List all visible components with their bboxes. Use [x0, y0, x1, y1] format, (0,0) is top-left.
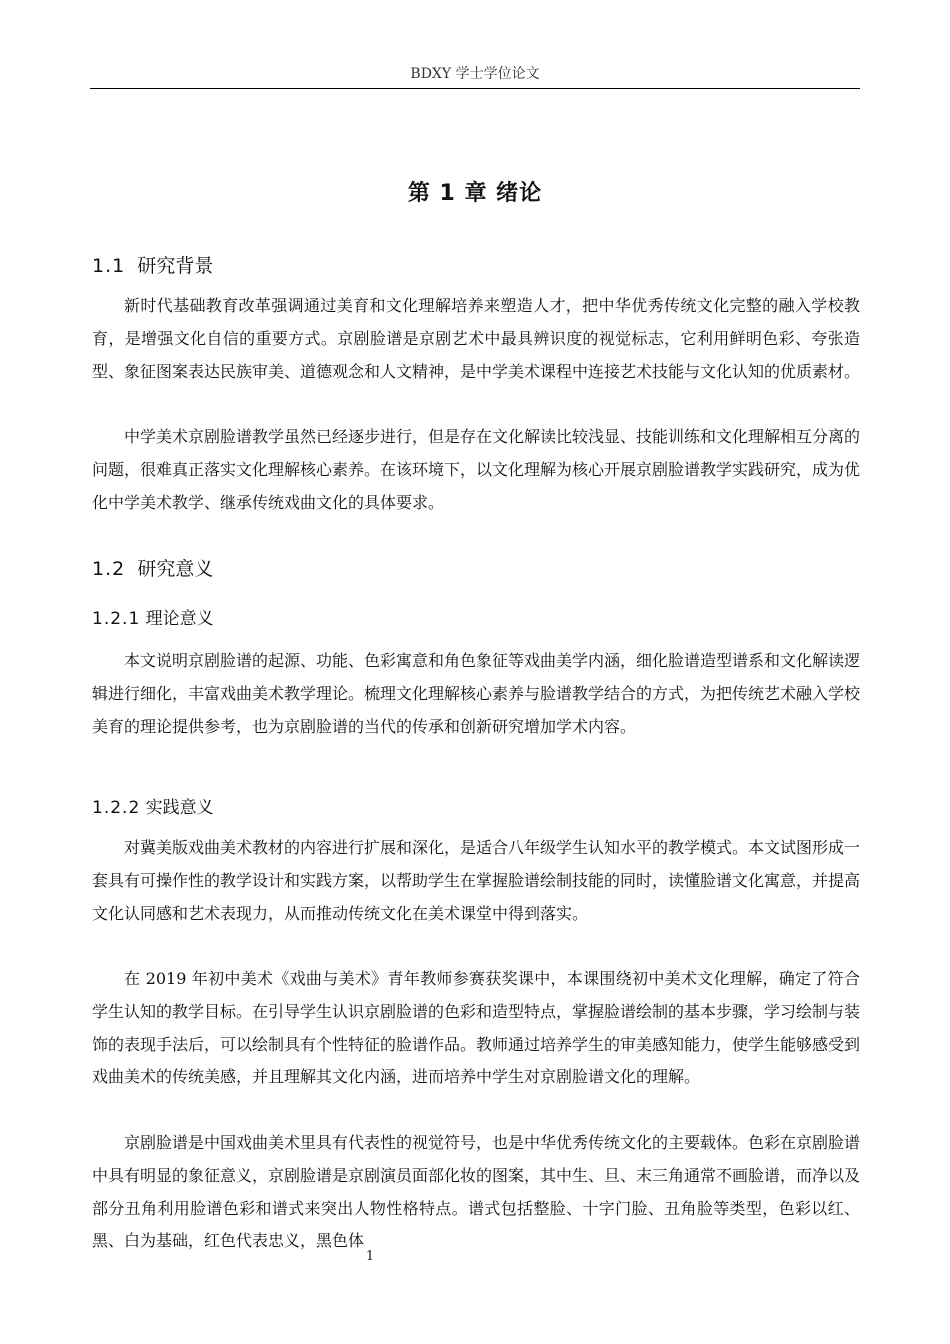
paragraph: 在 2019 年初中美术《戏曲与美术》青年教师参赛获奖课中，本课围绕初中美术文化理解，确定了符合学生认知的教学目标。在引导学生认识京剧脸谱的色彩和造型特点，掌握脸谱绘制的基本步骤，学习绘制与装饰的表现手法后，可以绘制具有个性特征的脸谱作品。教师通过培养学生的审美感知能力，使学生能够感受到戏曲美术的传统美感，并且理解其文化内涵，进而培养中学生对京剧脸谱文化的理解。	[92, 969, 861, 1087]
section-title: 研究意义	[137, 558, 214, 580]
paragraph: 中学美术京剧脸谱教学虽然已经逐步进行，但是存在文化解读比较浅显、技能训练和文化理解相互分离的问题，很难真正落实文化理解核心素养。在该环境下，以文化理解为核心开展京剧脸谱教学实践研究，成为优化中学美术教学、继承传统戏曲文化的具体要求。	[92, 427, 861, 512]
running-header: BDXY 学士学位论文	[410, 66, 540, 82]
section-title: 研究背景	[137, 255, 214, 277]
subsection-number: 1.2.1	[92, 609, 141, 629]
subsection-title: 实践意义	[145, 798, 214, 818]
subsection-heading-1-2-1	[92, 607, 214, 631]
paragraph: 本文说明京剧脸谱的起源、功能、色彩寓意和角色象征等戏曲美学内涵，细化脸谱造型谱系和文化解读逻辑进行细化，丰富戏曲美术教学理论。梳理文化理解核心素养与脸谱教学结合的方式，为把传统艺术融入学校美育的理论提供参考，也为京剧脸谱的当代的传承和创新研究增加学术内容。	[92, 651, 861, 736]
subsection-heading-1-2-2	[92, 796, 214, 820]
header-rule	[90, 88, 860, 89]
paragraph: 对冀美版戏曲美术教材的内容进行扩展和深化，是适合八年级学生认知水平的教学模式。本文试图形成一套具有可操作性的教学设计和实践方案，以帮助学生在掌握脸谱绘制技能的同时，读懂脸谱文化寓意，并提高文化认同感和艺术表现力，从而推动传统文化在美术课堂中得到落实。	[92, 838, 861, 923]
section-heading-1-1	[92, 253, 213, 279]
subsection-title: 理论意义	[145, 609, 214, 629]
paragraph: 新时代基础教育改革强调通过美育和文化理解培养来塑造人才，把中华优秀传统文化完整的融入学校教育，是增强文化自信的重要方式。京剧脸谱是京剧艺术中最具辨识度的视觉标志，它利用鲜明色彩、夸张造型、象征图案表达民族审美、道德观念和人文精神，是中学美术课程中连接艺术技能与文化认知的优质素材。	[92, 296, 861, 381]
section-heading-1-2	[92, 556, 213, 582]
section-number: 1.1	[92, 255, 126, 277]
paragraph: 京剧脸谱是中国戏曲美术里具有代表性的视觉符号，也是中华优秀传统文化的主要载体。色彩在京剧脸谱中具有明显的象征意义，京剧脸谱是京剧演员面部化妆的图案，其中生、旦、末三角通常不画脸谱，而净以及部分丑角利用脸谱色彩和谱式来突出人物性格特点。谱式包括整脸、十字门脸、丑角脸等类型，色彩以红、黑、白为基础，红色代表忠义，黑色体	[92, 1133, 861, 1251]
subsection-number: 1.2.2	[92, 798, 141, 818]
section-number: 1.2	[92, 558, 126, 580]
page-number: 1	[365, 1249, 375, 1264]
chapter-title: 第 1 章 绪论	[407, 181, 543, 206]
